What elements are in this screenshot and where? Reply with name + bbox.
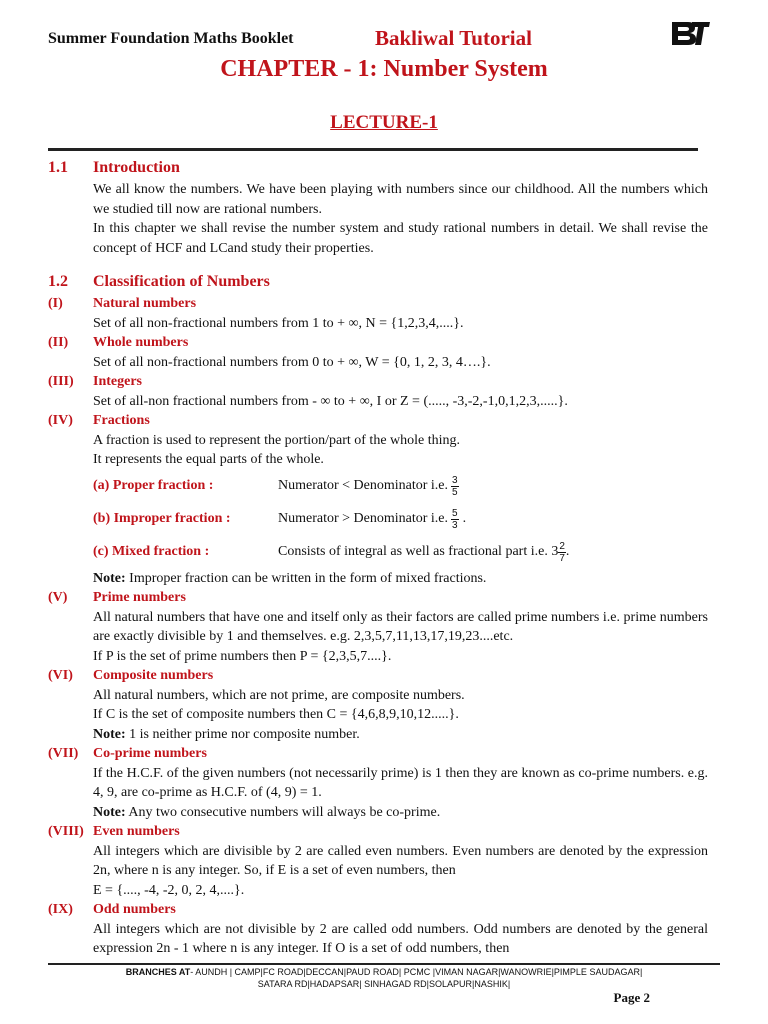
- paragraph: All integers which are not divisible by 2 are called odd numbers. Odd numbers are denoted by the general expression 2n - 1 where n is any integer. If O is a set of odd numbers, then: [93, 921, 708, 956]
- fraction-label: (b) Improper fraction :: [93, 511, 231, 527]
- item-title: Fractions: [93, 413, 150, 428]
- fraction: [451, 508, 459, 531]
- paragraph: If the H.C.F. of the given numbers (not necessarily prime) is 1 then they are known as co-prime numbers. e.g. 4, 9, are co-prime as H.C.F. of (4, 9) = 1.: [93, 765, 708, 800]
- denominator: 5: [452, 486, 458, 498]
- page-content: [48, 156, 708, 959]
- paragraph: If C is the set of composite numbers then C = {4,6,8,9,10,12.....}.: [93, 707, 459, 722]
- footer-divider: [48, 963, 720, 965]
- paragraph: All natural numbers that have one and itself only as their factors are called prime numbers i.e. prime numbers are exactly divisible by 1 and themselves. e.g. 2,3,5,7,11,13,17,19,23....etc.: [93, 609, 708, 644]
- fraction: [558, 541, 566, 564]
- branches-line: - AUNDH | CAMP|FC ROAD|DECCAN|PAUD ROAD| PCMC |VIMAN NAGAR|WANOWRIE|PIMPLE SAUDAGAR|: [190, 967, 643, 977]
- item-title: Co-prime numbers: [93, 746, 207, 761]
- branches-line: SATARA RD|HADAPSAR| SINHAGAD RD|SOLAPUR|NASHIK|: [257, 979, 511, 989]
- fraction: [451, 475, 459, 498]
- item-title: Integers: [93, 374, 142, 389]
- note: [93, 725, 708, 745]
- paragraph: All integers which are divisible by 2 are called even numbers. Even numbers are denoted by the expression 2n, where n is any integer. So, if E is a set of even numbers, then: [93, 843, 708, 878]
- fraction-end: .: [565, 544, 570, 560]
- note-label: Note:: [93, 726, 126, 742]
- denominator: 3: [452, 519, 458, 531]
- fraction-label: (c) Mixed fraction :: [93, 544, 210, 560]
- booklet-title: Summer Foundation Maths Booklet: [48, 30, 294, 47]
- lecture-heading: LECTURE-1: [330, 112, 438, 133]
- paragraph: It represents the equal parts of the whole.: [93, 452, 324, 467]
- section-number: 1.1: [48, 159, 68, 176]
- item-number: (VII): [48, 746, 79, 761]
- paragraph: E = {...., -4, -2, 0, 2, 4,....}.: [93, 882, 245, 898]
- paragraph: We all know the numbers. We have been playing with numbers since our childhood. All the numbers which we studied till now are rational numbers.: [93, 182, 708, 217]
- fraction-end: .: [462, 511, 467, 527]
- paragraph: If P is the set of prime numbers then P = {2,3,5,7....}.: [93, 648, 392, 664]
- chapter-title: CHAPTER - 1: Number System: [220, 56, 548, 82]
- paragraph: All natural numbers, which are not prime, are composite numbers.: [93, 687, 465, 703]
- paragraph: Set of all-non fractional numbers from - ∞ to + ∞, I or Z = (....., -3,-2,-1,0,1,2,3,.....}.: [93, 393, 568, 409]
- list-item: [48, 822, 708, 842]
- list-item: [48, 372, 708, 392]
- section-heading: [48, 270, 708, 294]
- item-number: (II): [48, 335, 69, 350]
- paragraph: In this chapter we shall revise the number system and study rational numbers in detail. We shall revise the concept of HCF and LCand study their properties.: [93, 221, 708, 256]
- note-label: Note:: [93, 570, 126, 586]
- note-label: Note:: [93, 804, 126, 820]
- numerator: 3: [452, 474, 458, 486]
- page-number: Page 2: [613, 990, 650, 1005]
- note-text: Any two consecutive numbers will always be co-prime.: [125, 804, 441, 820]
- item-number: (IX): [48, 902, 73, 917]
- denominator: 7: [559, 552, 565, 564]
- note-text: Improper fraction can be written in the form of mixed fractions.: [125, 570, 487, 586]
- item-title: Even numbers: [93, 824, 180, 839]
- section-title: Introduction: [93, 159, 180, 176]
- list-item: [48, 900, 708, 920]
- numerator: 5: [452, 507, 458, 519]
- item-number: (VI): [48, 668, 73, 683]
- item-number: (V): [48, 590, 68, 605]
- fraction-label: (a) Proper fraction :: [93, 478, 214, 494]
- note-text: 1 is neither prime nor composite number.: [125, 726, 360, 742]
- note: [93, 569, 708, 589]
- paragraph: Set of all non-fractional numbers from 0 to + ∞, W = {0, 1, 2, 3, 4….}.: [93, 354, 491, 370]
- paragraph: Set of all non-fractional numbers from 1 to + ∞, N = {1,2,3,4,....}.: [93, 315, 464, 331]
- list-item: [48, 411, 708, 431]
- fraction-text: Numerator > Denominator i.e.: [278, 511, 449, 527]
- bt-logo-icon: [668, 18, 712, 48]
- section-heading: [48, 156, 708, 180]
- header-divider: [48, 148, 698, 151]
- item-title: Composite numbers: [93, 668, 214, 683]
- list-item: [48, 333, 708, 353]
- fraction-row: [93, 536, 708, 569]
- section-title: Classification of Numbers: [93, 273, 270, 290]
- item-title: Whole numbers: [93, 335, 189, 350]
- item-number: (I): [48, 296, 63, 311]
- list-item: [48, 744, 708, 764]
- item-title: Odd numbers: [93, 902, 176, 917]
- fraction-text: Consists of integral as well as fractional part i.e. 3: [278, 544, 559, 560]
- note: [93, 803, 708, 823]
- item-title: Natural numbers: [93, 296, 197, 311]
- item-number: (VIII): [48, 824, 84, 839]
- branches-list: [60, 966, 708, 990]
- paragraph: A fraction is used to represent the portion/part of the whole thing.: [93, 432, 461, 448]
- list-item: [48, 588, 708, 608]
- fraction-text: Numerator < Denominator i.e.: [278, 478, 449, 494]
- section-number: 1.2: [48, 273, 68, 290]
- branches-label: BRANCHES AT: [125, 967, 191, 977]
- list-item: [48, 666, 708, 686]
- item-number: (III): [48, 374, 74, 389]
- fraction-row: [93, 470, 708, 503]
- item-number: (IV): [48, 413, 73, 428]
- numerator: 2: [559, 540, 565, 552]
- list-item: [48, 294, 708, 314]
- page-header: [48, 24, 720, 54]
- institute-name: Bakliwal Tutorial: [375, 26, 532, 50]
- fraction-row: [93, 503, 708, 536]
- item-title: Prime numbers: [93, 590, 186, 605]
